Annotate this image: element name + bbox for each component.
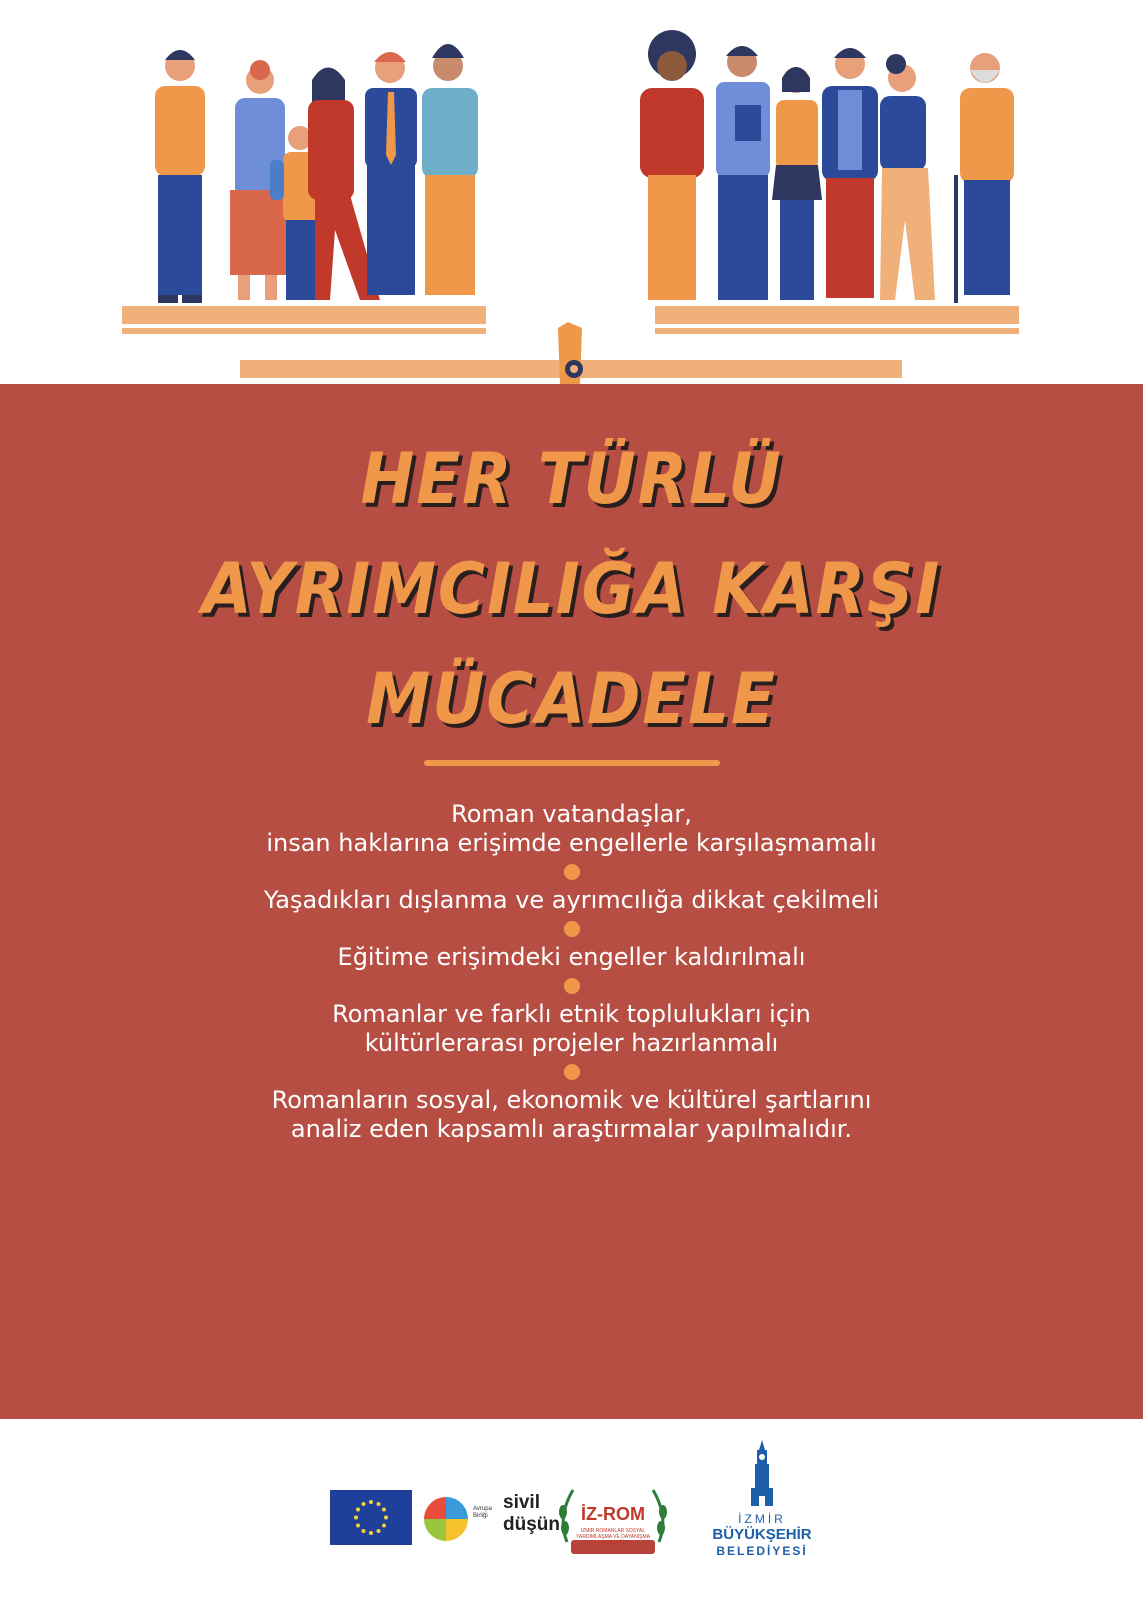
bullet-dot-icon — [564, 978, 580, 994]
ibb-line-2: BÜYÜKŞEHİR — [712, 1526, 812, 1543]
statement-line: kültürlerarası projeler hazırlanmalı — [364, 1029, 779, 1057]
statement-item — [0, 1086, 1143, 1144]
headline-line-1: HER TÜRLÜ — [360, 438, 783, 520]
partner-logos — [0, 1430, 1143, 1600]
left-people-group — [155, 44, 478, 303]
ibb-line-3: BELEDİYESİ — [716, 1544, 808, 1558]
izrom-title: İZ-ROM — [581, 1504, 645, 1524]
headline — [46, 424, 1098, 754]
people-balance-illustration — [0, 0, 1143, 384]
sivil-word: sivil — [503, 1492, 540, 1513]
statement-item — [0, 943, 1143, 972]
statement-line: analiz eden kapsamlı araştırmalar yapılmalıdır. — [290, 1115, 853, 1143]
bullet-dot-icon — [564, 864, 580, 880]
sivil-small-line: Avrupa — [473, 1506, 492, 1512]
statement-item — [0, 886, 1143, 915]
statement-line: Romanların sosyal, ekonomik ve kültürel şartlarını — [271, 1086, 872, 1114]
headline-line-2: AYRIMCILIĞA KARŞI — [201, 548, 942, 630]
main-panel — [0, 384, 1143, 1419]
statement-line: insan haklarına erişimde engellerle karşılaşmamalı — [266, 829, 877, 857]
ibb-line-1: İZMİR — [738, 1512, 786, 1526]
headline-divider — [424, 760, 720, 766]
izmir-buyuksehir-logo — [702, 1440, 822, 1570]
izrom-subtitle: İZMİR ROMANLAR SOSYAL YARDIMLAŞMA VE DAYANIŞMA DERNEĞİ — [576, 1528, 650, 1546]
sivil-dusun-logo — [423, 1490, 560, 1550]
bullet-dot-icon — [564, 1064, 580, 1080]
statement-list — [0, 800, 1143, 1144]
statement-item — [0, 800, 1143, 858]
statement-item — [0, 1000, 1143, 1058]
statement-line: Yaşadıkları dışlanma ve ayrımcılığa dikkat çekilmeli — [263, 886, 880, 914]
headline-line-3: MÜCADELE — [366, 658, 777, 740]
statement-line: Roman vatandaşlar, — [451, 800, 692, 828]
left-pan — [122, 306, 486, 324]
right-people-group — [640, 30, 1014, 303]
statement-line: Eğitime erişimdeki engeller kaldırılmalı — [337, 943, 806, 971]
bullet-dot-icon — [564, 921, 580, 937]
puzzle-icon — [423, 1496, 469, 1542]
statement-line: Romanlar ve farklı etnik toplulukları için — [332, 1000, 811, 1028]
sivil-small-text — [473, 1506, 503, 1520]
right-pan — [655, 306, 1019, 324]
izrom-logo — [553, 1482, 673, 1562]
clock-tower-icon — [742, 1440, 782, 1510]
dusun-word: düşün — [503, 1514, 560, 1535]
eu-flag-icon — [330, 1490, 412, 1545]
sivil-small-line: Birliği — [473, 1513, 488, 1519]
